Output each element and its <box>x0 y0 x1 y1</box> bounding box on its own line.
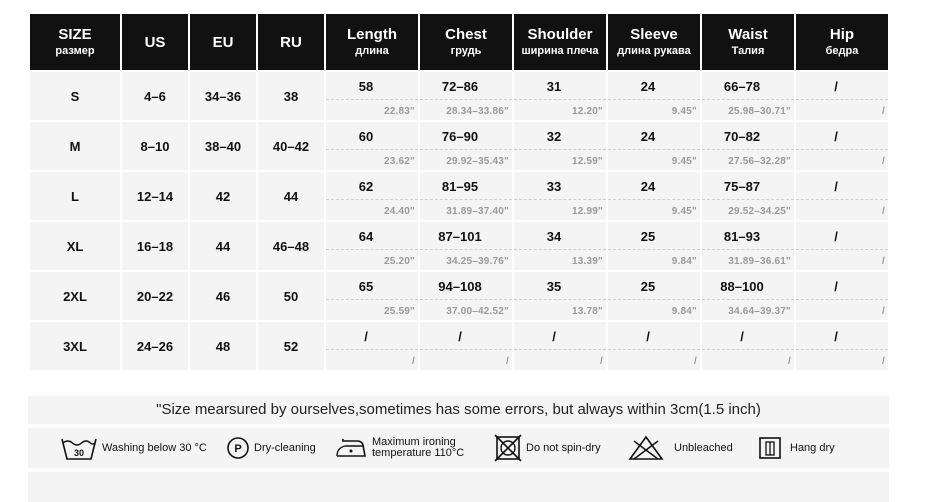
chest-inch-value: / <box>506 356 509 367</box>
chest-inch-value: 34.25–39.76" <box>446 256 509 267</box>
waist-cell <box>702 122 794 170</box>
table-row <box>30 72 888 120</box>
size-cell: XL <box>30 222 120 270</box>
care-iron-label: Maximum ironing temperature 110°C <box>372 436 465 459</box>
care-no-spin <box>494 433 601 463</box>
sleeve-inch-value: 9.45" <box>671 156 697 167</box>
us-cell: 12–14 <box>122 172 188 220</box>
length-inch-value: 24.40" <box>384 206 415 217</box>
size-chart-table <box>28 12 890 372</box>
hip-cell <box>796 72 888 120</box>
cell-divider <box>608 99 700 100</box>
chest-cell <box>420 272 512 320</box>
size-cell: S <box>30 72 120 120</box>
header-size: SIZE размер <box>30 14 120 70</box>
header-shoulder: Shoulder ширина плеча <box>514 14 606 70</box>
ru-cell: 50 <box>258 272 324 320</box>
waist-cell <box>702 72 794 120</box>
table-row <box>30 222 888 270</box>
hip-inch-value: / <box>882 106 885 117</box>
chest-cm-value: 81–95 <box>441 179 479 194</box>
hang-dry-icon <box>758 436 782 460</box>
header-chest: Chest грудь <box>420 14 512 70</box>
cell-divider <box>702 299 794 300</box>
cell-divider <box>796 99 888 100</box>
us-cell: 20–22 <box>122 272 188 320</box>
cell-divider <box>420 349 512 350</box>
hip-inch-value: / <box>882 256 885 267</box>
care-wash <box>60 433 207 463</box>
cell-divider <box>326 149 418 150</box>
care-hang-dry <box>758 433 835 463</box>
care-unbleached-label: Unbleached <box>674 441 733 454</box>
length-cm-value: 58 <box>358 79 374 94</box>
length-inch-value: 22.83" <box>384 106 415 117</box>
sleeve-cell <box>608 272 700 320</box>
cell-divider <box>514 349 606 350</box>
header-eu: EU <box>190 14 256 70</box>
chest-inch-value: 37.00–42.52" <box>446 306 509 317</box>
cell-divider <box>326 249 418 250</box>
hip-cm-value: / <box>834 329 838 344</box>
bottom-band <box>28 472 889 502</box>
header-row <box>30 14 888 70</box>
cell-divider <box>514 149 606 150</box>
care-wash-label: Washing below 30 °C <box>102 441 207 454</box>
size-cell: M <box>30 122 120 170</box>
table-row <box>30 322 888 370</box>
shoulder-inch-value: 13.39" <box>572 256 603 267</box>
chest-cm-value: 76–90 <box>441 129 479 144</box>
waist-cm-value: 66–78 <box>723 79 761 94</box>
length-inch-value: 25.20" <box>384 256 415 267</box>
dry-clean-circle-icon <box>226 436 250 460</box>
shoulder-cell <box>514 222 606 270</box>
shoulder-inch-value: 12.20" <box>572 106 603 117</box>
length-cm-value: / <box>364 329 368 344</box>
eu-cell: 38–40 <box>190 122 256 170</box>
waist-cm-value: 88–100 <box>720 279 764 294</box>
care-hang-dry-label: Hang dry <box>790 441 835 454</box>
ru-cell: 38 <box>258 72 324 120</box>
hip-cm-value: / <box>834 79 838 94</box>
sleeve-inch-value: 9.84" <box>671 306 697 317</box>
hip-inch-value: / <box>882 306 885 317</box>
sleeve-inch-value: 9.45" <box>671 106 697 117</box>
header-us: US <box>122 14 188 70</box>
shoulder-cm-value: 32 <box>546 129 562 144</box>
care-no-spin-label: Do not spin-dry <box>526 441 601 454</box>
chest-cm-value: 72–86 <box>441 79 479 94</box>
sleeve-cell <box>608 222 700 270</box>
us-cell: 16–18 <box>122 222 188 270</box>
header-sleeve: Sleeve длина рукава <box>608 14 700 70</box>
eu-cell: 42 <box>190 172 256 220</box>
cell-divider <box>796 199 888 200</box>
chest-cell <box>420 322 512 370</box>
sleeve-cm-value: 25 <box>640 229 656 244</box>
length-cm-value: 62 <box>358 179 374 194</box>
washing-tub-icon <box>60 435 98 461</box>
cell-divider <box>420 199 512 200</box>
chest-inch-value: 31.89–37.40" <box>446 206 509 217</box>
cell-divider <box>702 199 794 200</box>
sleeve-cell <box>608 322 700 370</box>
length-cm-value: 64 <box>358 229 374 244</box>
sleeve-cell <box>608 72 700 120</box>
iron-icon <box>334 437 368 459</box>
cell-divider <box>420 299 512 300</box>
cell-divider <box>326 99 418 100</box>
care-unbleached <box>628 433 733 463</box>
size-cell: 2XL <box>30 272 120 320</box>
sleeve-cm-value: 24 <box>640 129 656 144</box>
chest-cell <box>420 122 512 170</box>
chest-cell <box>420 72 512 120</box>
eu-cell: 48 <box>190 322 256 370</box>
shoulder-inch-value: 12.59" <box>572 156 603 167</box>
cell-divider <box>608 349 700 350</box>
sleeve-cell <box>608 122 700 170</box>
care-dry-clean <box>226 433 316 463</box>
cell-divider <box>796 149 888 150</box>
hip-cm-value: / <box>834 179 838 194</box>
cell-divider <box>514 249 606 250</box>
hip-cm-value: / <box>834 229 838 244</box>
waist-inch-value: 25.98–30.71" <box>728 106 791 117</box>
shoulder-inch-value: 13.78" <box>572 306 603 317</box>
shoulder-cell <box>514 172 606 220</box>
cell-divider <box>326 199 418 200</box>
cell-divider <box>608 199 700 200</box>
care-iron <box>334 433 464 463</box>
sleeve-cm-value: 24 <box>640 179 656 194</box>
size-cell: 3XL <box>30 322 120 370</box>
hip-inch-value: / <box>882 206 885 217</box>
waist-cell <box>702 222 794 270</box>
header-hip: Hip бедра <box>796 14 888 70</box>
shoulder-cm-value: 34 <box>546 229 562 244</box>
sleeve-cm-value: 25 <box>640 279 656 294</box>
cell-divider <box>420 149 512 150</box>
waist-inch-value: / <box>788 356 791 367</box>
header-length: Length длина <box>326 14 418 70</box>
sleeve-cm-value: / <box>646 329 650 344</box>
cell-divider <box>326 349 418 350</box>
shoulder-cm-value: 31 <box>546 79 562 94</box>
cell-divider <box>608 149 700 150</box>
hip-cm-value: / <box>834 129 838 144</box>
size-note: "Size mearsured by ourselves,sometimes has some errors, but always within 3cm(1.5 inch) <box>28 396 889 424</box>
chest-cm-value: 94–108 <box>438 279 482 294</box>
waist-cell <box>702 322 794 370</box>
cell-divider <box>514 99 606 100</box>
length-cell <box>326 222 418 270</box>
shoulder-cm-value: 35 <box>546 279 562 294</box>
header-ru: RU <box>258 14 324 70</box>
hip-inch-value: / <box>882 156 885 167</box>
cell-divider <box>420 249 512 250</box>
ru-cell: 44 <box>258 172 324 220</box>
us-cell: 8–10 <box>122 122 188 170</box>
chest-cell <box>420 222 512 270</box>
size-cell: L <box>30 172 120 220</box>
us-cell: 4–6 <box>122 72 188 120</box>
cell-divider <box>420 99 512 100</box>
no-spin-dry-icon <box>494 434 522 462</box>
chest-inch-value: 28.34–33.86" <box>446 106 509 117</box>
us-cell: 24–26 <box>122 322 188 370</box>
cell-divider <box>702 249 794 250</box>
cell-divider <box>608 249 700 250</box>
length-cell <box>326 122 418 170</box>
length-cell <box>326 72 418 120</box>
hip-cm-value: / <box>834 279 838 294</box>
shoulder-inch-value: / <box>600 356 603 367</box>
cell-divider <box>514 199 606 200</box>
svg-text:30: 30 <box>73 448 85 458</box>
hip-inch-value: / <box>882 356 885 367</box>
shoulder-cell <box>514 122 606 170</box>
length-cell <box>326 322 418 370</box>
svg-text:P: P <box>234 443 242 455</box>
waist-cm-value: / <box>740 329 744 344</box>
header-waist: Waist Талия <box>702 14 794 70</box>
cell-divider <box>514 299 606 300</box>
waist-cell <box>702 172 794 220</box>
cell-divider <box>796 249 888 250</box>
shoulder-cell <box>514 322 606 370</box>
waist-inch-value: 27.56–32.28" <box>728 156 791 167</box>
length-cm-value: 65 <box>358 279 374 294</box>
waist-inch-value: 31.89–36.61" <box>728 256 791 267</box>
chest-cm-value: 87–101 <box>438 229 482 244</box>
sleeve-inch-value: 9.84" <box>671 256 697 267</box>
sleeve-inch-value: 9.45" <box>671 206 697 217</box>
hip-cell <box>796 322 888 370</box>
waist-inch-value: 34.64–39.37" <box>728 306 791 317</box>
hip-cell <box>796 122 888 170</box>
care-instructions <box>28 428 889 468</box>
eu-cell: 44 <box>190 222 256 270</box>
table-row <box>30 122 888 170</box>
ru-cell: 46–48 <box>258 222 324 270</box>
waist-cm-value: 81–93 <box>723 229 761 244</box>
cell-divider <box>326 299 418 300</box>
length-inch-value: / <box>412 356 415 367</box>
size-table-body <box>30 72 888 370</box>
hip-cell <box>796 222 888 270</box>
chest-cell <box>420 172 512 220</box>
ru-cell: 52 <box>258 322 324 370</box>
shoulder-cell <box>514 272 606 320</box>
waist-inch-value: 29.52–34.25" <box>728 206 791 217</box>
length-cm-value: 60 <box>358 129 374 144</box>
eu-cell: 46 <box>190 272 256 320</box>
chest-inch-value: 29.92–35.43" <box>446 156 509 167</box>
length-inch-value: 25.59" <box>384 306 415 317</box>
sleeve-cell <box>608 172 700 220</box>
shoulder-inch-value: 12.99" <box>572 206 603 217</box>
chest-cm-value: / <box>458 329 462 344</box>
sleeve-cm-value: 24 <box>640 79 656 94</box>
length-inch-value: 23.62" <box>384 156 415 167</box>
shoulder-cm-value: / <box>552 329 556 344</box>
ru-cell: 40–42 <box>258 122 324 170</box>
table-row <box>30 272 888 320</box>
cell-divider <box>702 149 794 150</box>
no-bleach-triangle-icon <box>628 435 664 461</box>
sleeve-inch-value: / <box>694 356 697 367</box>
care-dry-clean-label: Dry-cleaning <box>254 441 316 454</box>
cell-divider <box>608 299 700 300</box>
waist-cm-value: 70–82 <box>723 129 761 144</box>
cell-divider <box>702 99 794 100</box>
hip-cell <box>796 172 888 220</box>
length-cell <box>326 272 418 320</box>
length-cell <box>326 172 418 220</box>
waist-cell <box>702 272 794 320</box>
shoulder-cell <box>514 72 606 120</box>
waist-cm-value: 75–87 <box>723 179 761 194</box>
cell-divider <box>702 349 794 350</box>
cell-divider <box>796 349 888 350</box>
hip-cell <box>796 272 888 320</box>
table-row <box>30 172 888 220</box>
cell-divider <box>796 299 888 300</box>
shoulder-cm-value: 33 <box>546 179 562 194</box>
eu-cell: 34–36 <box>190 72 256 120</box>
